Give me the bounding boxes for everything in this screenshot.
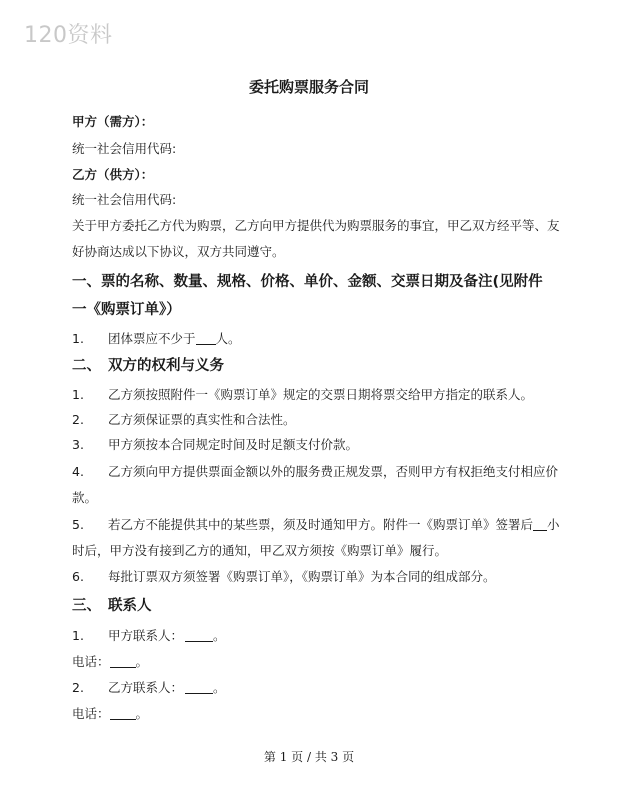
section-title: 双方的权利与义务 <box>108 358 224 374</box>
item-number: 1. <box>72 628 84 643</box>
section-title: 联系人 <box>108 598 152 614</box>
contact-label: 甲方联系人： <box>108 628 184 643</box>
item-text: 团体票应不少于 <box>108 331 196 346</box>
item-text-end: 小 <box>547 517 560 532</box>
phone-label: 电话： <box>72 654 110 669</box>
preamble-line-1: 关于甲方委托乙方代为购票，乙方向甲方提供代为购票服务的事宜，甲乙双方经平等、友 <box>72 218 560 233</box>
party-b-label: 乙方（供方）： <box>72 167 154 182</box>
phone-end: 。 <box>135 654 149 669</box>
contact-label: 乙方联系人： <box>108 680 184 695</box>
section-2-item-5 <box>72 515 560 533</box>
section-1-item-1 <box>72 329 241 347</box>
section-3-item-2 <box>72 678 226 696</box>
section-3-phone-2 <box>72 704 148 722</box>
phone-label: 电话： <box>72 706 110 721</box>
item-text: 乙方须向甲方提供票面金额以外的服务费正规发票，否则甲方有权拒绝支付相应价 <box>108 464 559 479</box>
watermark: 120资料 <box>24 23 113 48</box>
party-a-label: 甲方（需方）： <box>72 114 154 129</box>
item-number: 2. <box>72 680 84 695</box>
item-text: 乙方须按照附件一《购票订单》规定的交票日期将票交给甲方指定的联系人。 <box>108 387 534 402</box>
item-number: 3. <box>72 437 84 452</box>
document-title: 委托购票服务合同 <box>248 78 369 96</box>
preamble-line-2: 好协商达成以下协议，双方共同遵守。 <box>72 244 285 259</box>
headcount-blank <box>196 332 216 345</box>
contact-blank <box>185 681 213 694</box>
section-2-item-2 <box>72 410 296 428</box>
section-3-phone-1 <box>72 652 148 670</box>
party-a-credit-code: 统一社会信用代码: <box>72 141 177 156</box>
item-text: 乙方须保证票的真实性和合法性。 <box>108 412 296 427</box>
section-2-heading <box>72 354 224 375</box>
section-number: 三、 <box>72 598 101 614</box>
item-text-end: 人。 <box>215 331 241 346</box>
item-text: 甲方须按本合同规定时间及时足额支付价款。 <box>108 437 359 452</box>
item-number: 1. <box>72 387 84 402</box>
section-2-item-4-cont: 款。 <box>72 490 98 505</box>
contact-end: 。 <box>213 628 226 643</box>
section-2-item-6 <box>72 567 496 585</box>
phone-end: 。 <box>135 706 149 721</box>
item-text: 每批订票双方须签署《购票订单》，《购票订单》为本合同的组成部分。 <box>108 569 496 584</box>
section-number: 二、 <box>72 358 101 374</box>
contact-end: 。 <box>213 680 226 695</box>
hours-blank <box>533 518 547 531</box>
section-1-heading-line-2: 一《购票订单》） <box>72 302 181 318</box>
item-number: 6. <box>72 569 84 584</box>
item-number: 1. <box>72 331 84 346</box>
phone-blank <box>110 707 136 720</box>
item-number: 4. <box>72 464 84 479</box>
section-2-item-5-cont: 时后，甲方没有接到乙方的通知，甲乙双方须按《购票订单》履行。 <box>72 543 448 558</box>
item-number: 2. <box>72 412 84 427</box>
phone-blank <box>110 655 136 668</box>
section-3-item-1 <box>72 626 226 644</box>
item-number: 5. <box>72 517 84 532</box>
section-3-heading <box>72 594 152 615</box>
section-1-heading-line-1: 一、票的名称、数量、规格、价格、单价、金额、交票日期及备注(见附件 <box>72 274 543 290</box>
page-footer: 第 1 页 / 共 3 页 <box>263 750 355 764</box>
party-b-credit-code: 统一社会信用代码: <box>72 192 177 207</box>
section-2-item-4 <box>72 462 558 480</box>
contact-blank <box>185 629 213 642</box>
section-2-item-3 <box>72 435 358 453</box>
item-text: 若乙方不能提供其中的某些票，须及时通知甲方。附件一《购票订单》签署后 <box>108 517 534 532</box>
section-2-item-1 <box>72 385 533 403</box>
